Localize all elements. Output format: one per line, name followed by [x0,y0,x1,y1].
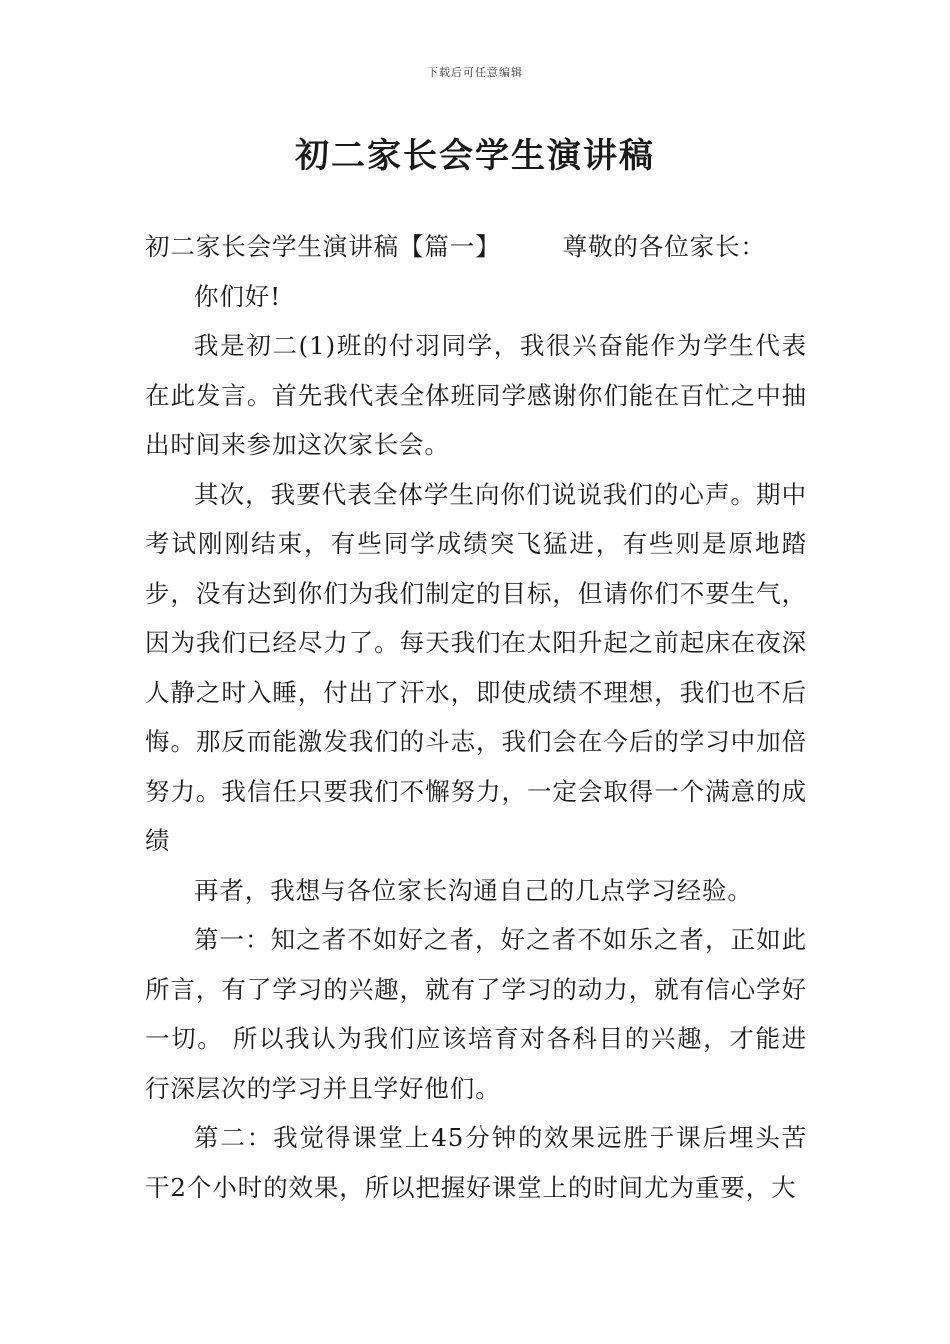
paragraph-experience-intro: 再者，我想与各位家长沟通自己的几点学习经验。 [194,875,753,905]
header-note: 下载后可任意编辑 [427,66,523,79]
paragraph-heart: 其次，我要代表全体学生向你们说说我们的心声。期中考试刚刚结束，有些同学成绩突飞猛进，有些则是原地踏步，没有达到你们为我们制定的目标，但请你们不要生气，因为我们已经尽力了。每天我们在太阳升起之前起床在夜深人静之时入睡，付出了汗水，即使成绩不理想，我们也不后悔。那反而能激发我们的斗志，我们会在今后的学习中加倍努力。我信任只要我们不懈努力，一定会取得一个满意的成绩 [145,479,807,855]
intro-line [145,222,807,272]
document-title: 初二家长会学生演讲稿 [295,136,655,176]
section-heading: 初二家长会学生演讲稿【篇一】 [145,232,501,261]
paragraph-introduction: 我是初二(1)班的付羽同学，我很兴奋能作为学生代表在此发言。首先我代表全体班同学感谢你们能在百忙之中抽出时间来参加这次家长会。 [145,331,807,459]
paragraph-greeting: 你们好! [194,281,281,311]
paragraph-point-two: 第二：我觉得课堂上45分钟的效果远胜于课后埋头苦干2个小时的效果，所以把握好课堂上的时间尤为重要，大 [145,1123,807,1202]
document-body [145,222,807,1212]
salutation: 尊敬的各位家长： [562,232,766,261]
paragraph-point-one: 第一：知之者不如好之者，好之者不如乐之者，正如此所言，有了学习的兴趣，就有了学习的动力，就有信心学好一切。 所以我认为我们应该培育对各科目的兴趣，才能进行深层次的学习并且学好他们。 [145,925,807,1103]
